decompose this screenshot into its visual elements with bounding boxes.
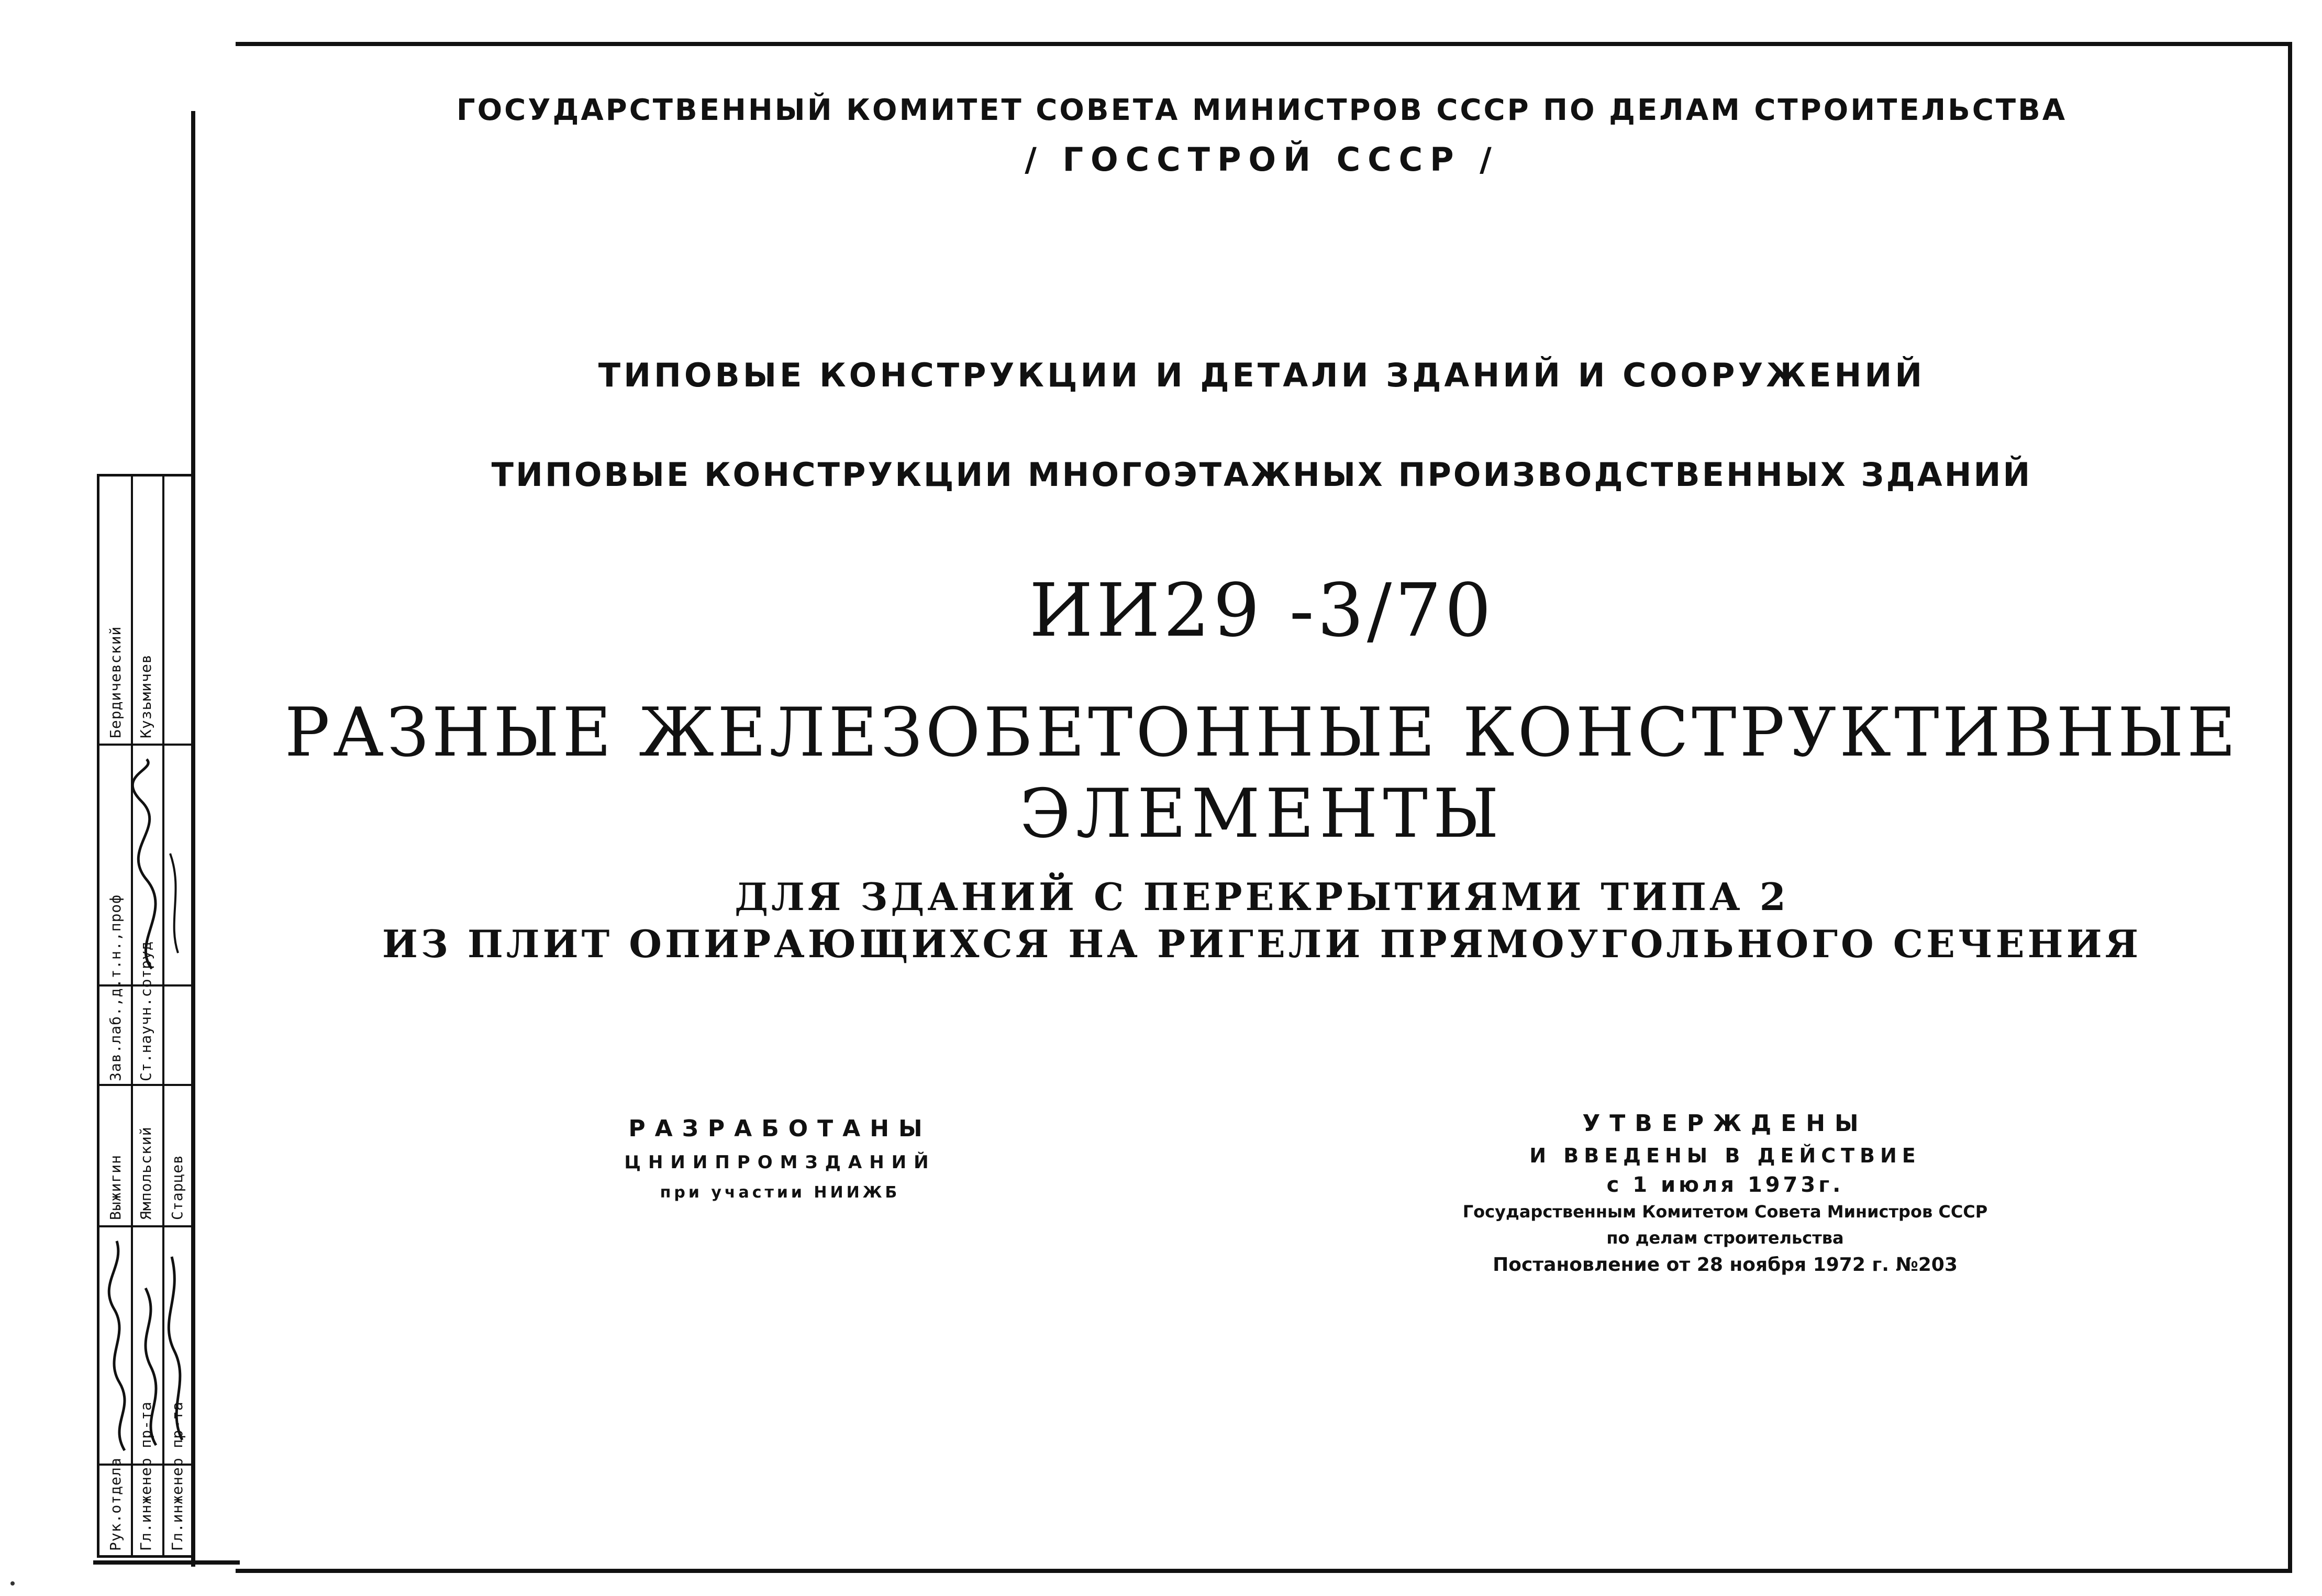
approved-enacted: И ВВЕДЕНЫ В ДЕЙСТВИЕ [1529, 1144, 1921, 1167]
handwritten-signature [120, 754, 188, 974]
stamp-name: Выжигин [107, 1154, 124, 1220]
approved-date: с 1 июля 1973г. [1606, 1173, 1844, 1197]
handwritten-signature [104, 1236, 193, 1456]
stamp-name: Старцев [169, 1154, 186, 1220]
stamp-role: Гл.инженер пр-та [137, 1401, 154, 1551]
scan-speck [10, 1581, 15, 1586]
category-line-2: ТИПОВЫЕ КОНСТРУКЦИИ МНОГОЭТАЖНЫХ ПРОИЗВОДСТВЕННЫХ ЗДАНИЙ [491, 456, 2032, 494]
stamp-name: Ямпольский [137, 1126, 154, 1220]
document-subtitle-line-1: ДЛЯ ЗДАНИЙ С ПЕРЕКРЫТИЯМИ ТИПА 2 [735, 874, 1789, 919]
developed-label: РАЗРАБОТАНЫ [628, 1115, 932, 1142]
series-code: ИИ29 -3/70 [1029, 568, 1495, 653]
approved-label: УТВЕРЖДЕНЫ [1582, 1110, 1868, 1137]
stamp-role: Зав.лаб.,д.т.н.,проф [107, 894, 124, 1081]
document-title-line-2: ЭЛЕМЕНТЫ [1019, 775, 1504, 853]
document-title-line-1: РАЗНЫЕ ЖЕЛЕЗОБЕТОННЫЕ КОНСТРУКТИВНЫЕ [284, 694, 2239, 772]
document-subtitle-line-2: ИЗ ПЛИТ ОПИРАЮЩИХСЯ НА РИГЕЛИ ПРЯМОУГОЛЬНОГО СЕЧЕНИЯ [382, 922, 2142, 966]
developer-org: ЦНИИПРОМЗДАНИЙ [624, 1152, 936, 1173]
approved-by-line-2: по делам строительства [1606, 1228, 1844, 1248]
approved-by-line-1: Государственным Комитетом Совета Министров СССР [1462, 1202, 1988, 1222]
stamp-name: Кузьмичев [137, 654, 154, 738]
developer-participation: при участии НИИЖБ [660, 1183, 901, 1202]
approval-stamp [97, 474, 194, 1558]
stamp-name: Бердичевский [107, 626, 124, 738]
agency-name: ГОСУДАРСТВЕННЫЙ КОМИТЕТ СОВЕТА МИНИСТРОВ СССР ПО ДЕЛАМ СТРОИТЕЛЬСТВА [456, 93, 2068, 127]
category-line-1: ТИПОВЫЕ КОНСТРУКЦИИ И ДЕТАЛИ ЗДАНИЙ И СООРУЖЕНИЙ [598, 356, 1926, 394]
frame-bottom-extension [93, 1560, 240, 1565]
stamp-role: Гл.инженер пр-та [169, 1401, 186, 1551]
approval-decree: Постановление от 28 ноября 1972 г. №203 [1493, 1254, 1958, 1276]
stamp-role: Рук.отдела [107, 1457, 124, 1551]
gosstroy-label: / ГОССТРОЙ СССР / [1025, 140, 1499, 179]
stamp-role: Ст.научн.сотруд [137, 941, 154, 1081]
